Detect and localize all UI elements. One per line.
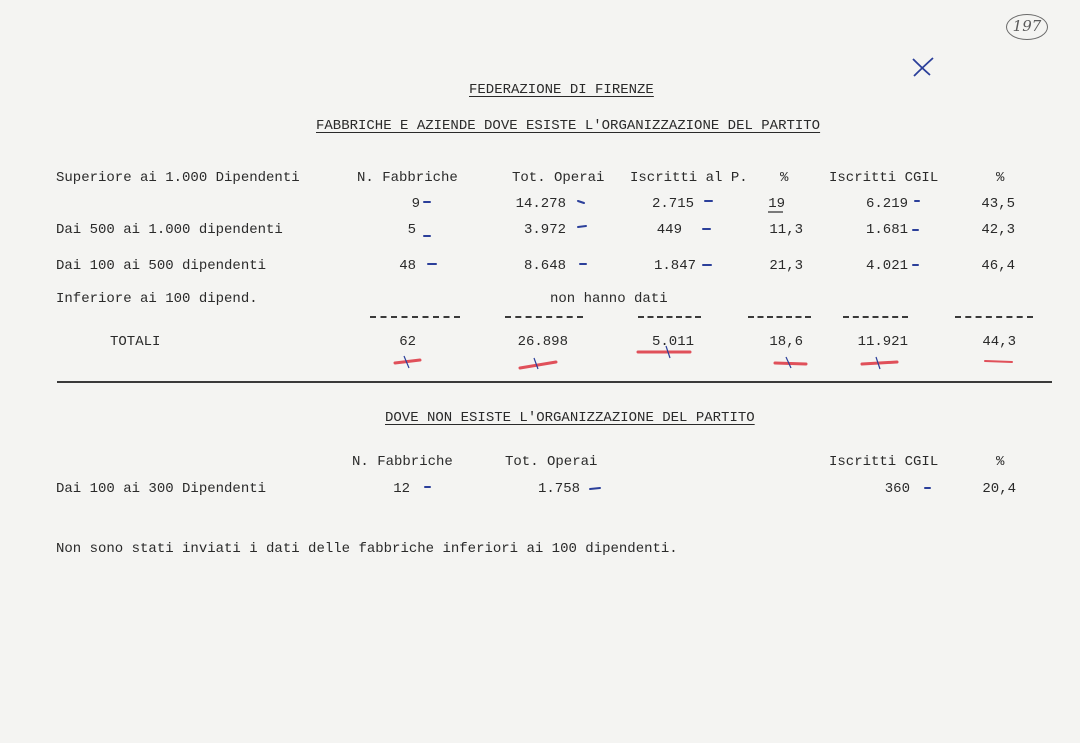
header-percent-cgil: % [996, 170, 1005, 186]
page-number-stamp: 197 [1006, 14, 1048, 40]
red-check-mark [395, 360, 420, 363]
red-check-mark [520, 362, 556, 368]
total-percent: 18,6 [769, 334, 803, 350]
row-label-3: Inferiore ai 100 dipend. [56, 291, 258, 307]
total-fabbriche: 62 [399, 334, 416, 350]
document-title: FEDERAZIONE DI FIRENZE [469, 82, 654, 98]
cell-r1-operai: 3.972 [523, 222, 566, 238]
section-title-1: FABBRICHE E AZIENDE DOVE ESISTE L'ORGANIZZAZIONE DEL PARTITO [316, 118, 821, 134]
no-data-note: non hanno dati [550, 291, 668, 307]
cell-r0-percent-cgil: 43,5 [981, 196, 1015, 212]
cell-r0-operai: 14.278 [515, 196, 566, 212]
cell-r1-cgil: 1.681 [865, 222, 908, 238]
row-label-1: Dai 500 ai 1.000 dipendenti [56, 222, 283, 238]
row-label-0: Superiore ai 1.000 Dipendenti [56, 170, 300, 186]
header-percent-partito: % [780, 170, 789, 186]
total-iscritti: 5.011 [651, 334, 694, 350]
cell2-cgil: 360 [884, 481, 910, 497]
header-iscritti-cgil: Iscritti CGIL [829, 170, 939, 186]
cell-r2-iscritti: 1.847 [653, 258, 696, 274]
header2-n-fabbriche: N. Fabbriche [352, 454, 453, 470]
blue-tick-marks [0, 470, 1080, 500]
header2-tot-operai: Tot. Operai [505, 454, 598, 470]
cell-r1-iscritti: 449 [656, 222, 682, 238]
cell-r0-cgil: 6.219 [865, 196, 908, 212]
cell-r2-fabbriche: 48 [399, 258, 416, 274]
cell2-operai: 1.758 [537, 481, 580, 497]
cell-r2-operai: 8.648 [523, 258, 566, 274]
total-percent-cgil: 44,3 [982, 334, 1016, 350]
cell2-percent: 20,4 [982, 481, 1016, 497]
cell2-fabbriche: 12 [393, 481, 410, 497]
cell-r0-percent: 19 [768, 196, 785, 212]
header-iscritti-partito: Iscritti al P. [630, 170, 748, 186]
section-title-2: DOVE NON ESISTE L'ORGANIZZAZIONE DEL PARTITO [385, 410, 755, 426]
red-check-mark [775, 363, 806, 364]
section-divider [57, 381, 1052, 383]
total-cgil: 11.921 [857, 334, 908, 350]
footnote: Non sono stati inviati i dati delle fabbriche inferiori ai 100 dipendenti. [56, 541, 678, 557]
cell-r1-percent: 11,3 [769, 222, 803, 238]
header2-percent: % [996, 454, 1005, 470]
red-check-mark [985, 361, 1012, 362]
cell-r0-fabbriche: 9 [411, 196, 420, 212]
cell-r0-iscritti: 2.715 [651, 196, 694, 212]
header2-iscritti-cgil: Iscritti CGIL [829, 454, 939, 470]
row-label-2: Dai 100 ai 500 dipendenti [56, 258, 267, 274]
cell-r1-percent-cgil: 42,3 [981, 222, 1015, 238]
cell-r2-percent: 21,3 [769, 258, 803, 274]
cell-r2-percent-cgil: 46,4 [981, 258, 1015, 274]
totals-label: TOTALI [110, 334, 161, 350]
header-tot-operai: Tot. Operai [512, 170, 605, 186]
red-check-mark [862, 362, 897, 364]
cell-r1-fabbriche: 5 [407, 222, 416, 238]
header-n-fabbriche: N. Fabbriche [357, 170, 458, 186]
cell-r2-cgil: 4.021 [865, 258, 908, 274]
row2-label-0: Dai 100 ai 300 Dipendenti [56, 481, 267, 497]
total-operai: 26.898 [517, 334, 568, 350]
